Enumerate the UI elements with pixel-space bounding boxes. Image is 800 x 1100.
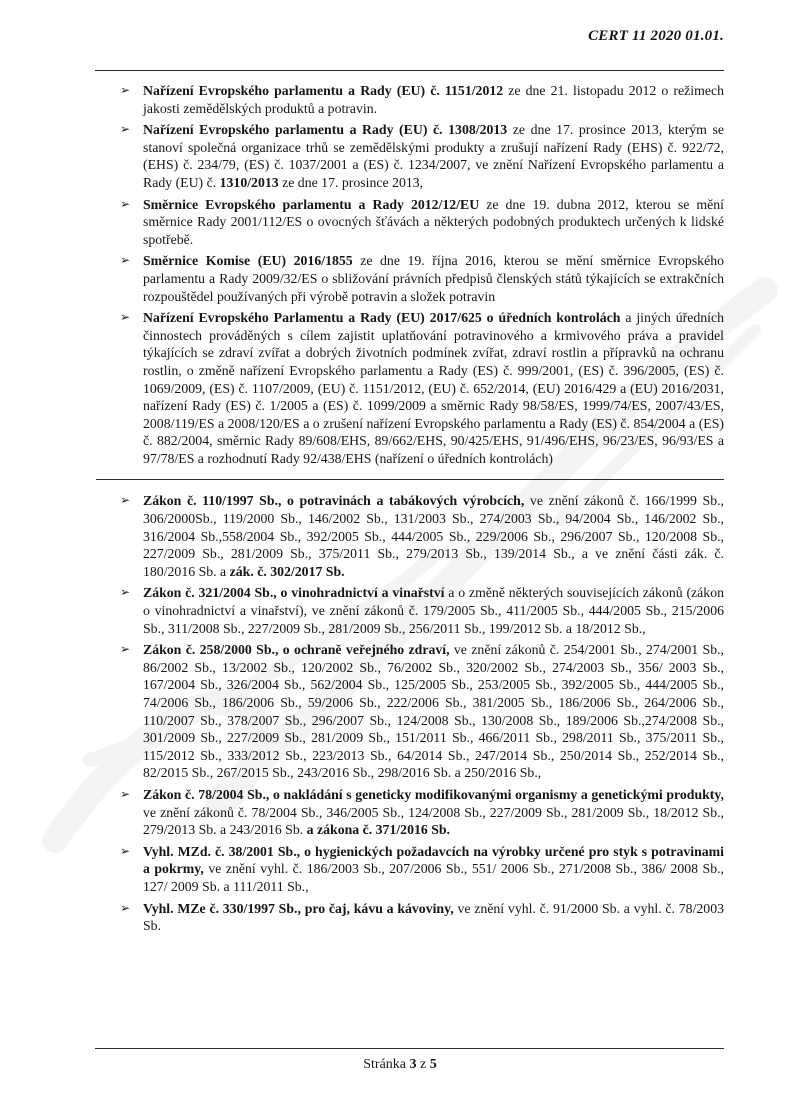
bullet-arrow-icon: ➢: [120, 310, 131, 325]
czech-laws-list: [96, 492, 724, 934]
item-text-block: [143, 843, 724, 896]
bullet-arrow-icon: ➢: [120, 122, 131, 137]
item-text: ze dne 21. listopadu 2012 o režimech jakosti zemědělských produktů a potravin.: [143, 83, 724, 116]
item-text-block: [143, 121, 724, 191]
header-divider: [95, 70, 724, 71]
bullet-arrow-icon: ➢: [120, 585, 131, 600]
item-title: Vyhl. MZd. č. 38/2001 Sb., o hygienických požadavcích na výrobky určené pro styk s potravinami a pokrmy,: [143, 843, 724, 877]
bullet-arrow-icon: ➢: [120, 843, 131, 858]
item-title: Zákon č. 78/2004 Sb., o nakládání s geneticky modifikovanými organismy a genetickými produkty,: [143, 786, 724, 802]
list-item: [120, 309, 724, 467]
item-title: Zákon č. 258/2000 Sb., o ochraně veřejného zdraví,: [143, 642, 450, 658]
bullet-arrow-icon: ➢: [120, 83, 131, 97]
item-text-block: [143, 641, 724, 782]
list-item: [120, 121, 724, 191]
item-text-block: [143, 900, 724, 935]
list-item: [120, 196, 724, 249]
item-text-block: [143, 492, 724, 580]
page-number-current: 3: [409, 1057, 417, 1072]
list-item: [120, 584, 724, 637]
item-text-block: [143, 584, 724, 637]
item-text: ze dne 17. prosince 2013, kterým se stanoví společná organizace trhů se zemědělskými produkty a zrušují nařízení Rady (EHS) č. 922/72, (EHS) č. 234/79, (ES) č. 1037/2001 a (ES) č. 1234/2007, ve znění Nařízení Evropského parlamentu a Rady (EU) č.: [143, 122, 724, 190]
page-number-total: 5: [429, 1057, 437, 1072]
list-item: [120, 900, 724, 935]
item-text-block: [143, 786, 724, 839]
bullet-arrow-icon: ➢: [120, 253, 131, 268]
list-item: [120, 252, 724, 305]
item-text-block: [143, 252, 724, 305]
item-text: ze dne 17. prosince 2013,: [278, 174, 424, 190]
bullet-arrow-icon: ➢: [120, 493, 131, 508]
item-title: Zákon č. 321/2004 Sb., o vinohradnictví a vinařství: [143, 585, 445, 601]
footer-divider: [95, 1048, 724, 1049]
eu-regulations-list: [96, 82, 724, 467]
page-number: [0, 1056, 800, 1074]
section-divider: [96, 479, 724, 480]
list-item: [120, 641, 724, 782]
bullet-arrow-icon: ➢: [120, 196, 131, 211]
item-title: Vyhl. MZe č. 330/1997 Sb., pro čaj, kávu a kávoviny,: [143, 900, 454, 916]
list-item: [120, 82, 724, 117]
item-text: ve znění zákonů č. 254/2001 Sb., 274/2001 Sb., 86/2002 Sb., 13/2002 Sb., 120/2002 Sb., 76/2002 Sb., 320/2002 Sb., 274/2003 Sb., 356/ 2003 Sb., 167/2004 Sb., 326/2004 Sb., 562/2004 Sb., 125/2005 Sb., 253/2005 Sb., 392/2005 Sb., 444/2005 Sb., 74/2006 Sb., 186/2006 Sb., 59/2006 Sb., 222/2006 Sb., 381/2005 Sb., 186/2006 Sb., 264/2006 Sb., 110/2007 Sb., 378/2007 Sb., 296/2007 Sb., 124/2008 Sb., 130/2008 Sb., 189/2006 Sb.,274/2008 Sb., 301/2009 Sb., 227/2009 Sb., 281/2009 Sb., 151/2011 Sb., 466/2011 Sb., 298/2011 Sb., 375/2011 Sb., 115/2012 Sb., 333/2012 Sb., 223/2013 Sb., 64/2014 Sb., 247/2014 Sb., 250/2014 Sb., 252/2014 Sb., 82/2015 Sb., 267/2015 Sb., 243/2016 Sb., 298/2016 Sb. a 250/2016 Sb.,: [143, 642, 724, 781]
item-text: ze dne 19. dubna 2012, kterou se mění směrnice Rady 2001/112/ES o ovocných šťávách a některých podobných produktech určených k lidské spotřebě.: [143, 196, 724, 247]
document-content: [96, 82, 724, 939]
item-text-block: [143, 309, 724, 467]
item-text: ze dne 19. října 2016, kterou se mění směrnice Evropského parlamentu a Rady 2009/32/ES o sbližování právních předpisů členských států týkajících se extrakčních rozpouštědel používaných při výrobě potravin a složek potravin: [143, 253, 725, 304]
list-item: [120, 786, 724, 839]
item-text-block: [143, 196, 724, 249]
list-item: [120, 492, 724, 580]
page-number-prefix: Stránka: [363, 1057, 410, 1072]
item-text: ve znění zákonů č. 78/2004 Sb., 346/2005 Sb., 124/2008 Sb., 227/2009 Sb., 281/2009 Sb., 18/2012 Sb., 279/2013 Sb. a 243/2016 Sb.: [143, 804, 724, 838]
list-item: [120, 843, 724, 896]
item-text: a jiných úředních činnostech prováděných s cílem zajistit uplatňování potravinového a krmivového práva a pravidel týkajících se zdraví zvířat a dobrých životních podmínek zvířat, zdraví rostlin a přípravků na ochranu rostlin, o změně nařízení Evropského parlamentu a Rady (ES) č. 999/2001, (ES) č. 396/2005, (ES) č. 1069/2009, (ES) č. 1107/2009, (EU) č. 1151/2012, (EU) č. 652/2014, (EU) 2016/429 a (EU) 2016/2031, nařízení Rady (ES) č. 1/2005 a (ES) č. 1099/2009 a směrnic Rady 98/58/ES, 1999/74/ES, 2007/43/ES, 2008/119/ES a 2008/120/ES a o zrušení nařízení Evropského parlamentu a Rady (ES) č. 854/2004 a (ES) č. 882/2004, směrnic Rady 89/608/EHS, 89/662/EHS, 90/425/EHS, 91/496/EHS, 96/23/ES, 96/93/ES a 97/78/ES a rozhodnutí Rady 92/438/EHS (nařízení o úředních kontrolách): [143, 310, 724, 466]
item-text: ve znění vyhl. č. 186/2003 Sb., 207/2006 Sb., 551/ 2006 Sb., 271/2008 Sb., 386/ 2008 Sb., 127/ 2009 Sb. a 111/2011 Sb.,: [143, 861, 725, 894]
item-text-block: [143, 82, 724, 117]
item-title: Nařízení Evropského parlamentu a Rady (EU) č. 1308/2013: [143, 122, 508, 138]
item-text: ve znění vyhl. č. 91/2000 Sb. a vyhl. č. 78/2003 Sb.: [143, 900, 725, 934]
page-number-of: z: [416, 1057, 430, 1072]
item-title: Směrnice Komise (EU) 2016/1855: [143, 253, 353, 269]
header-cert-code: CERT 11 2020 01.01.: [588, 28, 724, 44]
item-highlight: 1310/2013: [219, 174, 279, 190]
item-title: Nařízení Evropského Parlamentu a Rady (EU) 2017/625 o úředních kontrolách: [143, 310, 621, 326]
item-title: Zákon č. 110/1997 Sb., o potravinách a tabákových výrobcích,: [143, 493, 525, 509]
item-title: Směrnice Evropského parlamentu a Rady 2012/12/EU: [143, 196, 480, 212]
item-highlight: a zákona č. 371/2016 Sb.: [306, 822, 451, 838]
bullet-arrow-icon: ➢: [120, 900, 131, 915]
bullet-arrow-icon: ➢: [120, 642, 131, 657]
item-text: ve znění zákonů č. 166/1999 Sb., 306/2000Sb., 119/2000 Sb., 146/2002 Sb., 131/2003 Sb., 274/2003 Sb., 94/2004 Sb., 146/2002 Sb., 316/2004 Sb.,558/2004 Sb., 392/2005 Sb., 444/2005 Sb., 229/2006 Sb., 296/2007 Sb., 120/2008 Sb., 227/2009 Sb., 281/2009 Sb., 375/2011 Sb., 279/2013 Sb., 139/2014 Sb., a ve znění části zák. č. 180/2016 Sb. a: [143, 493, 724, 579]
bullet-arrow-icon: ➢: [120, 786, 131, 801]
item-text: a o změně některých souvisejících zákonů (zákon o vinohradnictví a vinařství), ve znění zákonů č. 179/2005 Sb., 411/2005 Sb., 444/2005 Sb., 215/2006 Sb., 311/2008 Sb., 227/2009 Sb., 281/2009 Sb., 256/2011 Sb., 199/2012 Sb. a 18/2012 Sb.,: [143, 585, 724, 636]
item-title: Nařízení Evropského parlamentu a Rady (EU) č. 1151/2012: [143, 83, 504, 98]
item-highlight: zák. č. 302/2017 Sb.: [229, 563, 345, 579]
